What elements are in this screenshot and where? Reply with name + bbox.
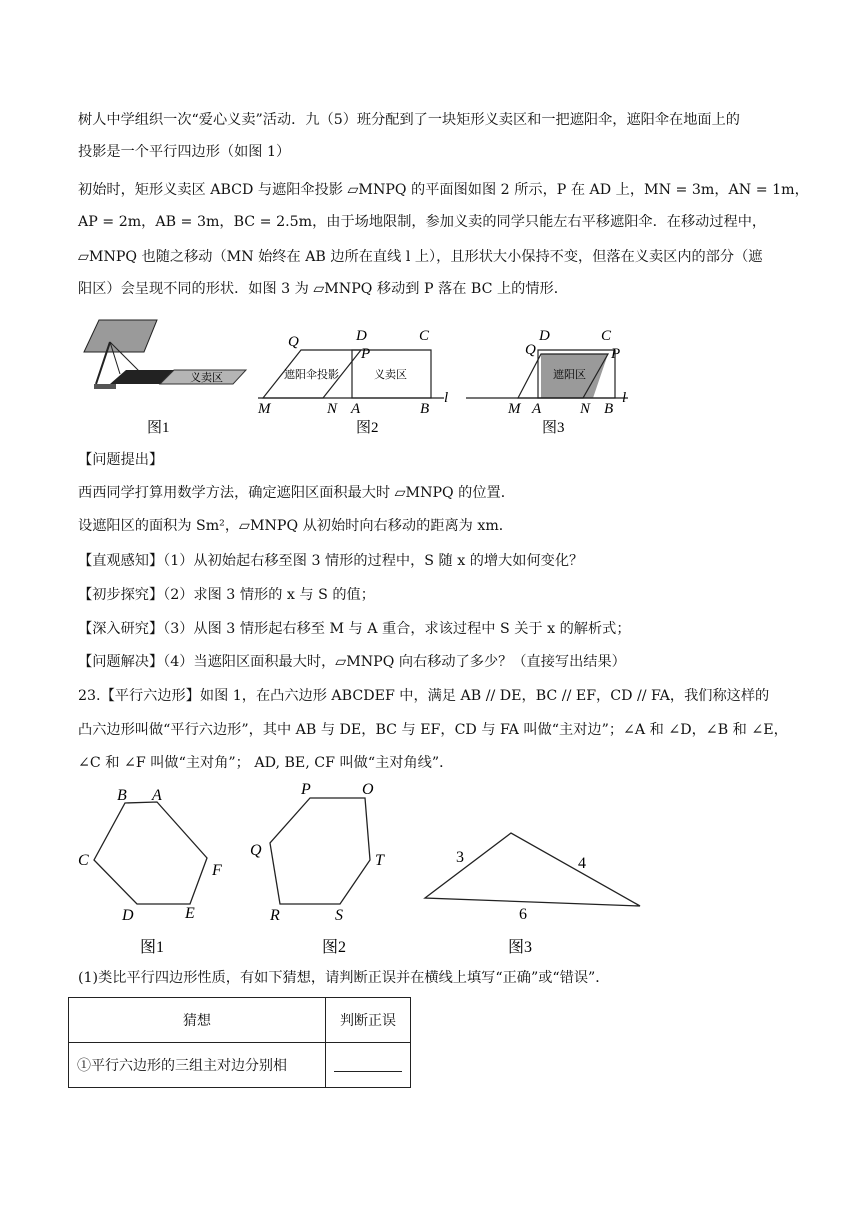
hex2-label-P: P bbox=[301, 781, 311, 798]
problem-text-line-6: 阳区）会呈现不同的形状．如图 3 为 ▱MNPQ 移动到 P 落在 BC 上的情形． bbox=[78, 281, 568, 297]
triangle-side-label-a: 3 bbox=[456, 849, 464, 866]
problem-text-line-4: AP = 2m，AB = 3m，BC = 2.5m，由于场地限制，参加义卖的同学只能左右平移遮阳伞．在移动过程中， bbox=[78, 214, 767, 230]
fig3-point-B: B bbox=[604, 401, 614, 417]
hex1-label-E: E bbox=[185, 905, 195, 922]
hex2-label-Q: Q bbox=[250, 842, 262, 859]
hexagon-figure-2 bbox=[250, 781, 385, 924]
fig3-point-Q: Q bbox=[525, 342, 536, 358]
fig2-point-C: C bbox=[419, 328, 430, 344]
fig2-point-D: D bbox=[356, 328, 367, 344]
fig3-point-N: N bbox=[580, 401, 591, 417]
hex2-label-S: S bbox=[335, 907, 343, 924]
section-text-2: 设遮阳区的面积为 Sm²，▱MNPQ 从初始时向右移动的距离为 xm． bbox=[78, 518, 513, 534]
hex2-label-R: R bbox=[270, 907, 280, 924]
table-row bbox=[69, 1043, 411, 1088]
fig3-point-A: A bbox=[532, 401, 542, 417]
hex2-label-O: O bbox=[362, 781, 374, 798]
hex1-label-A: A bbox=[152, 787, 162, 804]
figure-1-label: 义卖区 bbox=[190, 372, 223, 384]
problem-text-line-5: ▱MNPQ 也随之移动（MN 始终在 AB 边所在直线 l 上），且形状大小保持不变，但落在义卖区内的部分（遮 bbox=[78, 249, 763, 265]
fig3-point-P: P bbox=[611, 346, 621, 362]
fig2-point-Q: Q bbox=[288, 334, 299, 350]
triangle-figure-3-caption: 图3 bbox=[508, 939, 533, 956]
fig3-point-D: D bbox=[539, 328, 550, 344]
hex1-label-D: D bbox=[122, 907, 134, 924]
figures-row-2 bbox=[0, 780, 860, 960]
table-header-row bbox=[69, 998, 411, 1043]
figure-3-shade-label: 遮阳区 bbox=[553, 369, 586, 381]
problem-23-line-3: ∠C 和 ∠F 叫做“主对角”； AD, BE, CF 叫做“主对角线”． bbox=[78, 755, 454, 771]
fig3-point-M: M bbox=[508, 401, 521, 417]
hex1-label-C: C bbox=[78, 852, 89, 869]
fig2-point-M: M bbox=[258, 401, 271, 417]
triangle-figure-3 bbox=[425, 833, 640, 923]
figure-1-caption: 图1 bbox=[147, 420, 170, 436]
fig3-line-l: l bbox=[622, 390, 627, 406]
figure-2-rect-label: 义卖区 bbox=[374, 369, 407, 381]
question-3: 【深入研究】（3）从图 3 情形起右移至 M 与 A 重合，求该过程中 S 关于 x 的解析式； bbox=[78, 621, 631, 637]
problem-23-line-2: 凸六边形叫做“平行六边形”，其中 AB 与 DE，BC 与 EF，CD 与 FA 叫做“主对边”；∠A 和 ∠D，∠B 和 ∠E， bbox=[78, 722, 788, 738]
hex1-label-F: F bbox=[212, 862, 222, 879]
figure-2-parallelogram-label: 遮阳伞投影 bbox=[284, 369, 339, 381]
conjecture-table bbox=[68, 997, 411, 1088]
problem-23-line-1: 23.【平行六边形】如图 1，在凸六边形 ABCDEF 中，满足 AB // DE，BC // EF，CD // FA，我们称这样的 bbox=[78, 688, 770, 704]
question-2: 【初步探究】（2）求图 3 情形的 x 与 S 的值； bbox=[78, 587, 375, 603]
problem-text-line-1: 树人中学组织一次“爱心义卖”活动．九（5）班分配到了一块矩形义卖区和一把遮阳伞，遮阳伞在地面上的 bbox=[78, 112, 740, 128]
hexagon-figure-2-caption: 图2 bbox=[322, 939, 347, 956]
fig3-point-C: C bbox=[601, 328, 612, 344]
table-cell-guess: ①平行六边形的三组主对边分别相 bbox=[69, 1043, 326, 1088]
section-heading-problem: 【问题提出】 bbox=[78, 452, 164, 468]
hex1-label-B: B bbox=[117, 787, 127, 804]
figures-row-1 bbox=[0, 312, 860, 442]
figure-1-umbrella bbox=[84, 320, 246, 389]
hex2-label-T: T bbox=[375, 852, 384, 869]
fig2-point-N: N bbox=[327, 401, 338, 417]
table-header-guess: 猜想 bbox=[69, 998, 326, 1043]
figure-2-caption: 图2 bbox=[356, 420, 379, 436]
question-4: 【问题解决】（4）当遮阳区面积最大时，▱MNPQ 向右移动了多少？（直接写出结果） bbox=[78, 654, 626, 670]
question-1: 【直观感知】（1）从初始起右移至图 3 情形的过程中，S 随 x 的增大如何变化？ bbox=[78, 553, 584, 569]
figure-3-caption: 图3 bbox=[542, 420, 565, 436]
fig2-point-B: B bbox=[420, 401, 430, 417]
fig2-line-l: l bbox=[444, 390, 449, 406]
answer-blank[interactable] bbox=[334, 1055, 402, 1072]
hexagon-figure-1-caption: 图1 bbox=[140, 939, 165, 956]
fig2-point-P: P bbox=[361, 346, 371, 362]
fig2-point-A: A bbox=[351, 401, 361, 417]
problem-text-line-2: 投影是一个平行四边形（如图 1） bbox=[78, 144, 291, 160]
figure-3 bbox=[466, 350, 628, 398]
triangle-side-label-b: 4 bbox=[578, 855, 586, 872]
table-header-judgement: 判断正误 bbox=[326, 998, 411, 1043]
hexagon-figure-1 bbox=[78, 787, 222, 924]
triangle-side-label-c: 6 bbox=[519, 906, 527, 923]
section-text-1: 西西同学打算用数学方法，确定遮阳区面积最大时 ▱MNPQ 的位置． bbox=[78, 485, 515, 501]
question-1-intro: (1)类比平行四边形性质，有如下猜想，请判断正误并在横线上填写“正确”或“错误”． bbox=[78, 970, 610, 986]
problem-text-line-3: 初始时，矩形义卖区 ABCD 与遮阳伞投影 ▱MNPQ 的平面图如图 2 所示，P 在 AD 上，MN = 3m，AN = 1m， bbox=[78, 182, 809, 198]
